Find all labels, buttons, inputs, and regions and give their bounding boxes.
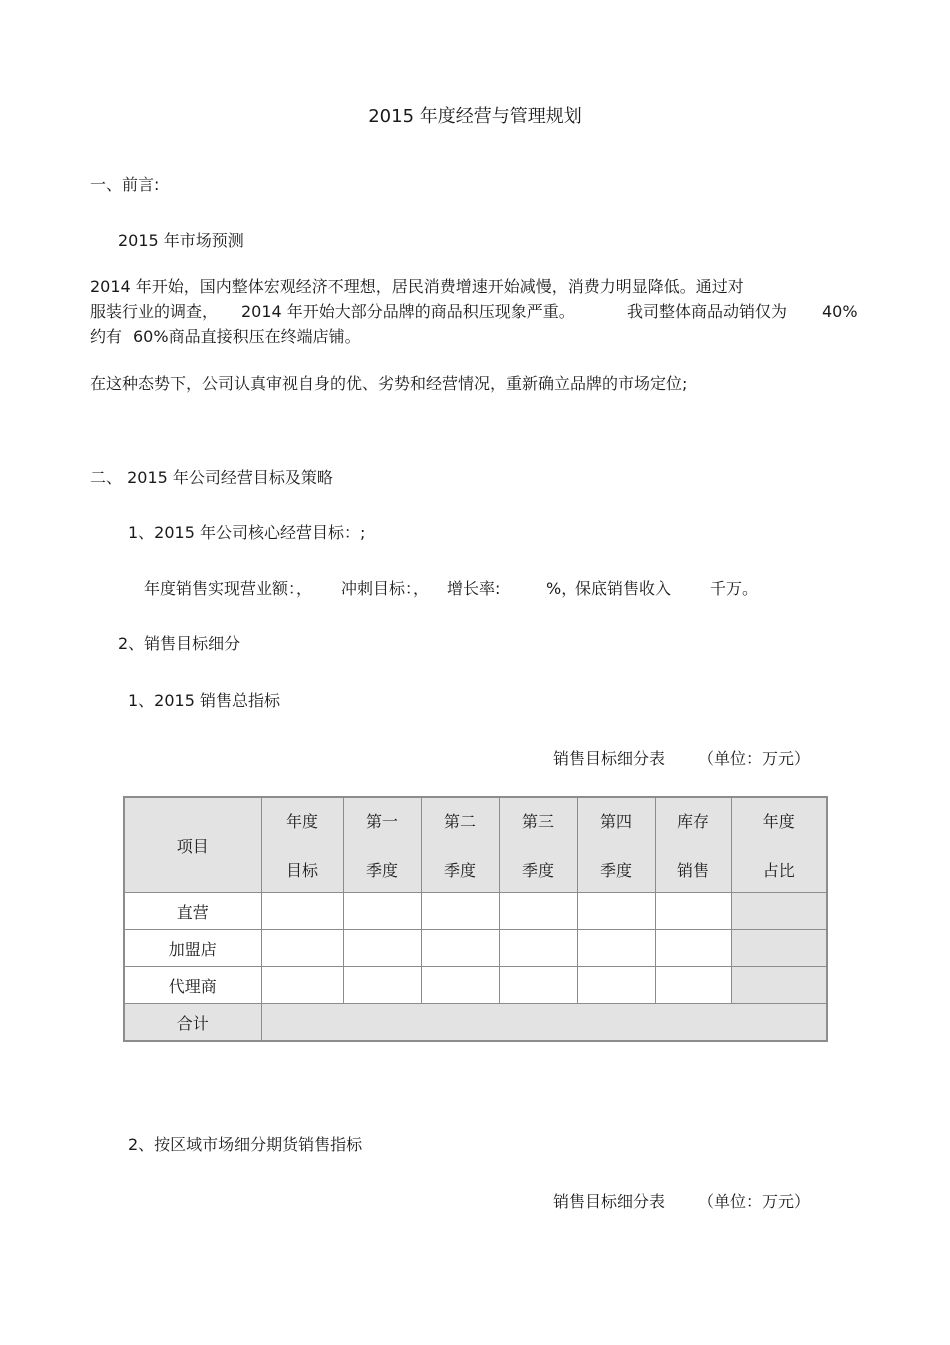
table-cell [343,930,421,967]
header-inventory-sales: 库存 销售 [655,797,731,893]
table-cell [655,930,731,967]
forecast-paragraph-line-2b: 2014 年开始大部分品牌的商品积压现象严重。 [241,302,575,321]
header-annual-target: 年度 目标 [261,797,343,893]
section-2-heading: 二、 2015 年公司经营目标及策略 [90,468,333,487]
table-2-unit: （单位：万元） [698,1192,811,1211]
table-cell [261,930,343,967]
table-total-row [124,1004,827,1042]
table-1-unit: （单位：万元） [698,749,811,768]
table-cell [731,930,827,967]
total-sales-target-heading: 1、2015 销售总指标 [128,691,280,710]
row-label-franchise: 加盟店 [124,930,261,967]
table-cell [261,893,343,930]
table-cell [577,967,655,1004]
sales-target-table [123,796,828,1042]
forecast-paragraph-line-2a: 服装行业的调查， [90,302,219,321]
regional-sales-target-heading: 2、按区域市场细分期货销售指标 [128,1135,363,1154]
table-cell [655,967,731,1004]
table-cell [261,967,343,1004]
forecast-paragraph-line-1: 2014 年开始，国内整体宏观经济不理想，居民消费增速开始减慢，消费力明显降低。通过对 [90,277,744,296]
forecast-paragraph-line-2c: 我司整体商品动销仅为 [627,302,788,321]
target-revenue-label: 年度销售实现营业额：， [144,579,313,598]
minimum-revenue-label: 保底销售收入 [575,579,672,598]
table-cell [731,893,827,930]
core-target-item: 1、2015 年公司核心经营目标：; [128,523,366,542]
table-cell [577,930,655,967]
table-row [124,967,827,1004]
forecast-paragraph-line-2d: 40% [822,302,858,321]
table-row [124,893,827,930]
growth-rate-percent: %， [546,579,578,598]
table-row [124,930,827,967]
positioning-paragraph: 在这种态势下，公司认真审视自身的优、劣势和经营情况，重新确立品牌的市场定位; [90,374,688,393]
table-cell [343,893,421,930]
row-label-agent: 代理商 [124,967,261,1004]
market-forecast-heading: 2015 年市场预测 [118,231,244,250]
sales-breakdown-heading: 2、销售目标细分 [118,634,241,653]
header-q4: 第四 季度 [577,797,655,893]
table-cell [421,930,499,967]
table-cell [421,967,499,1004]
table-cell [577,893,655,930]
row-label-direct: 直营 [124,893,261,930]
forecast-paragraph-line-3b: 60%商品直接积压在终端店铺。 [133,327,361,346]
minimum-revenue-unit: 千万。 [710,579,759,598]
table-cell [421,893,499,930]
table-cell [731,967,827,1004]
table-1-caption: 销售目标细分表 [553,749,666,768]
header-item: 项目 [124,797,261,893]
header-annual-share: 年度 占比 [731,797,827,893]
sprint-target-label: 冲刺目标：， [341,579,430,598]
forecast-paragraph-line-3a: 约有 [90,327,123,346]
total-merged-cell [261,1004,827,1042]
table-cell [499,893,577,930]
table-2-caption: 销售目标细分表 [553,1192,666,1211]
growth-rate-label: 增长率: [447,579,501,598]
header-q1: 第一 季度 [343,797,421,893]
table-cell [655,893,731,930]
table-cell [499,930,577,967]
table-header-row [124,797,827,893]
section-1-heading: 一、前言: [90,175,160,194]
header-q2: 第二 季度 [421,797,499,893]
table-cell [343,967,421,1004]
header-q3: 第三 季度 [499,797,577,893]
table-cell [499,967,577,1004]
document-title: 2015 年度经营与管理规划 [368,106,582,127]
row-label-total: 合计 [124,1004,261,1042]
